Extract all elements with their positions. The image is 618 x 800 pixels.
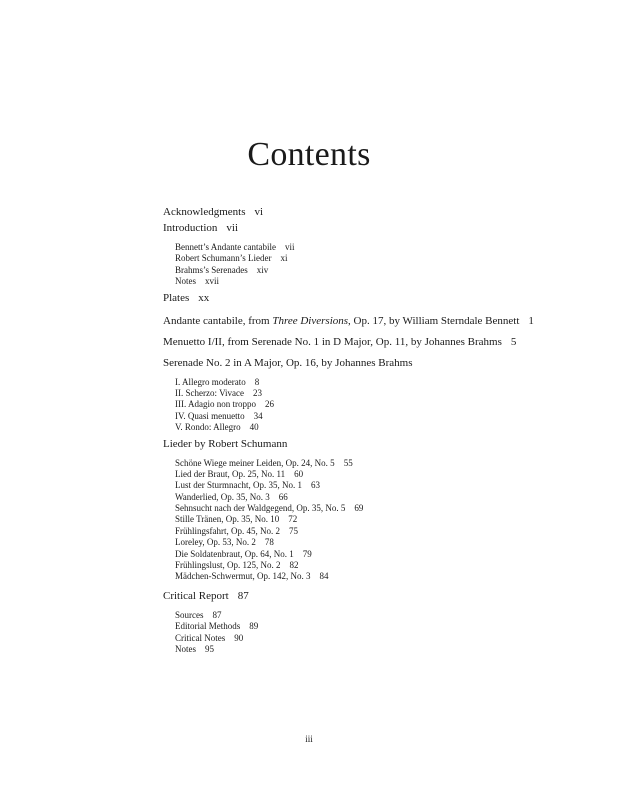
toc-entry-menuetto	[163, 337, 603, 353]
toc-subentry-label: V. Rondo: Allegro	[175, 422, 241, 433]
toc-subentry	[163, 622, 603, 633]
toc-subentry	[163, 423, 603, 434]
toc-entry-serenade	[163, 358, 603, 374]
toc-page-number: vii	[284, 242, 295, 252]
toc-entry-label-pre: Andante cantabile, from	[163, 314, 273, 327]
toc-page-number: 5	[510, 335, 517, 348]
toc-sublist-lieder	[163, 459, 603, 584]
toc-sublist-serenade	[163, 378, 603, 435]
toc-entry-label: Introduction	[163, 222, 218, 234]
toc-subentry-label: Mädchen-Schwermut, Op. 142, No. 3	[175, 571, 311, 582]
toc-subentry-label: Robert Schumann’s Lieder	[175, 253, 272, 264]
toc-page-number: 82	[289, 560, 299, 571]
toc-page-number: vii	[226, 222, 239, 234]
toc-subentry-label: Editorial Methods	[175, 621, 241, 632]
toc-page-number: xiv	[256, 264, 269, 275]
toc-page-number: 87	[212, 609, 222, 620]
toc-entry-lieder	[163, 439, 603, 455]
toc-subentry-label: III. Adagio non troppo	[175, 399, 256, 410]
toc-subentry-label: II. Scherzo: Vivace	[175, 387, 245, 398]
toc-page-number: xx	[198, 291, 210, 304]
toc-subentry	[163, 645, 603, 656]
toc-page-number: xvii	[205, 276, 220, 287]
toc-page-number: 79	[302, 548, 312, 559]
toc-entry-label: Menuetto I/II, from Serenade No. 1 in D Major, Op. 11, by Johannes Brahms	[163, 335, 502, 348]
toc-page-number: 66	[278, 491, 288, 502]
toc-subentry-label: Sehnsucht nach der Waldgegend, Op. 35, No. 5	[175, 503, 346, 514]
toc-entry-label: Serenade No. 2 in A Major, Op. 16, by Johannes Brahms	[163, 356, 413, 369]
toc-page-number: 40	[249, 422, 259, 433]
toc-subentry-label: Lied der Braut, Op. 25, No. 11	[175, 468, 286, 479]
toc-subentry-label: Die Soldatenbraut, Op. 64, No. 1	[175, 548, 294, 559]
toc-page-number: 26	[265, 399, 274, 410]
toc-page-number: 90	[234, 632, 244, 643]
toc-page-number: 1	[528, 314, 534, 327]
toc-subentry-label: Notes	[175, 276, 196, 287]
toc-entry-label: Acknowledgments	[163, 206, 246, 218]
table-of-contents	[163, 207, 603, 656]
toc-subentry-label: Lust der Sturmnacht, Op. 35, No. 1	[175, 480, 302, 491]
toc-page-number: 34	[253, 410, 263, 421]
toc-subentry	[163, 572, 603, 583]
toc-page-number: 84	[319, 571, 329, 582]
toc-page-number: 60	[294, 468, 304, 479]
toc-entry-label: Plates	[163, 291, 190, 304]
toc-entry-critical-report	[163, 591, 603, 607]
toc-page-number: 78	[264, 537, 274, 548]
toc-page-number: vi	[254, 206, 264, 218]
toc-subentry	[163, 634, 603, 645]
toc-subentry-label: I. Allegro moderato	[175, 376, 246, 387]
page-number: iii	[305, 734, 313, 744]
toc-subentry-label: Brahms’s Serenades	[175, 264, 248, 275]
toc-page-number: 23	[253, 387, 263, 398]
toc-sublist-introduction	[163, 243, 603, 289]
toc-subentry-label: Schöne Wiege meiner Leiden, Op. 24, No. 5	[175, 457, 335, 468]
toc-page-number: 63	[310, 480, 320, 491]
toc-subentry-label: Bennett’s Andante cantabile	[175, 242, 276, 252]
toc-entry-label: Critical Report	[163, 589, 229, 602]
toc-entry-acknowledgments	[163, 207, 603, 223]
toc-subentry-label: Loreley, Op. 53, No. 2	[175, 537, 256, 548]
toc-entry-label-post: , Op. 17, by William Sterndale Bennett	[348, 314, 520, 327]
page-title: Contents	[247, 136, 371, 173]
toc-page-number: 55	[343, 457, 353, 468]
toc-page-number: 72	[288, 514, 298, 525]
toc-page-number: xi	[280, 253, 288, 264]
toc-page-number: 95	[205, 643, 214, 654]
toc-entry-introduction	[163, 223, 603, 239]
toc-subentry-label: Frühlingslust, Op. 125, No. 2	[175, 560, 281, 571]
toc-page-number: 69	[354, 503, 364, 514]
toc-page-number: 75	[289, 525, 298, 536]
toc-subentry	[163, 277, 603, 288]
toc-subentry-label: Stille Tränen, Op. 35, No. 10	[175, 514, 280, 525]
toc-subentry-label: Sources	[175, 609, 204, 620]
toc-subentry-label: Frühlingsfahrt, Op. 45, No. 2	[175, 525, 280, 536]
toc-subentry-label: Notes	[175, 643, 196, 654]
toc-page-number: 87	[237, 589, 249, 602]
toc-subentry-label: IV. Quasi menuetto	[175, 410, 245, 421]
toc-subentry-label: Wanderlied, Op. 35, No. 3	[175, 491, 270, 502]
toc-subentry	[163, 266, 603, 277]
toc-page-number: 8	[254, 376, 260, 387]
toc-entry-label-italic: Three Diversions	[272, 314, 349, 327]
toc-entry-label: Lieder by Robert Schumann	[163, 437, 288, 450]
toc-entry-plates	[163, 293, 603, 309]
toc-entry-andante	[163, 316, 603, 332]
toc-subentry-label: Critical Notes	[175, 632, 226, 643]
toc-page-number: 89	[249, 621, 259, 632]
toc-sublist-critical-report	[163, 611, 603, 657]
